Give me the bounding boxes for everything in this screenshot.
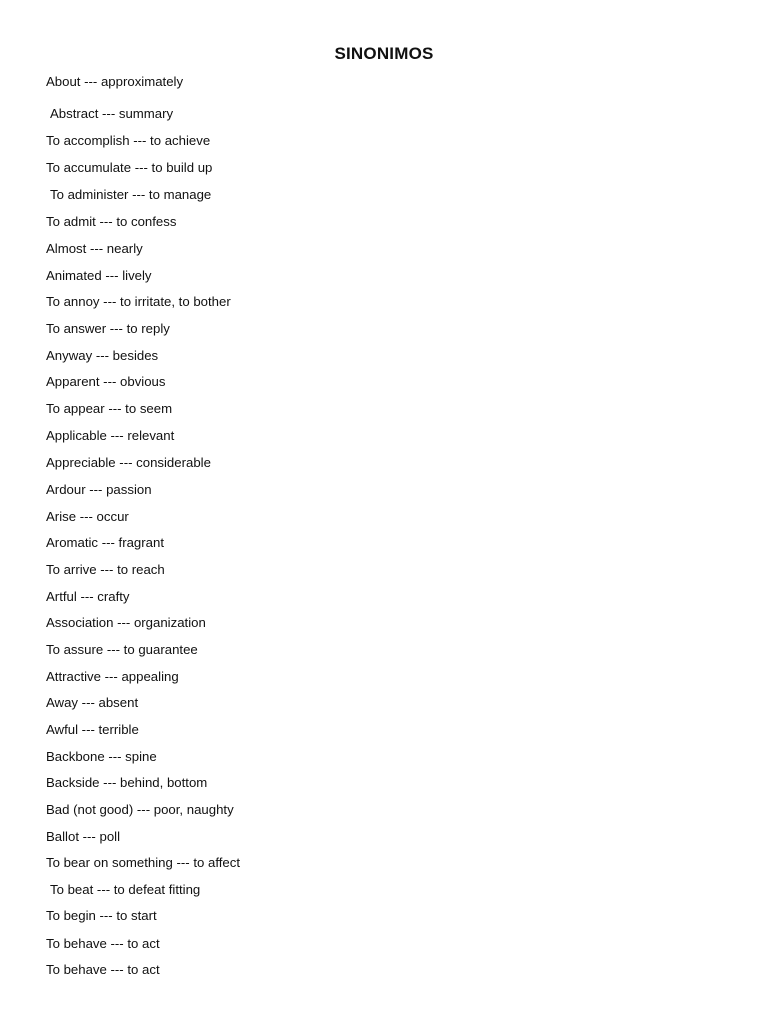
list-item: To accumulate --- to build up bbox=[46, 160, 213, 175]
list-item: Arise --- occur bbox=[46, 509, 129, 524]
page-title: SINONIMOS bbox=[334, 44, 434, 63]
list-item: Applicable --- relevant bbox=[46, 428, 175, 443]
list-item: To begin --- to start bbox=[46, 908, 157, 923]
list-item: Apparent --- obvious bbox=[46, 374, 166, 389]
list-item: Bad (not good) --- poor, naughty bbox=[46, 802, 234, 817]
list-item: Attractive --- appealing bbox=[46, 669, 179, 684]
list-item: To administer --- to manage bbox=[50, 187, 212, 202]
list-item: Away --- absent bbox=[46, 695, 139, 710]
list-item: Association --- organization bbox=[46, 615, 206, 630]
list-item: Almost --- nearly bbox=[46, 241, 143, 256]
list-item: Anyway --- besides bbox=[46, 348, 159, 363]
list-item: To beat --- to defeat fitting bbox=[50, 882, 201, 897]
list-item: To annoy --- to irritate, to bother bbox=[46, 294, 231, 309]
list-item: Abstract --- summary bbox=[50, 106, 174, 121]
list-item: Ardour --- passion bbox=[46, 482, 152, 497]
list-item: To behave --- to act bbox=[46, 936, 160, 951]
list-item: To admit --- to confess bbox=[46, 214, 177, 229]
list-item: To accomplish --- to achieve bbox=[46, 133, 211, 148]
list-item: Awful --- terrible bbox=[46, 722, 139, 737]
list-item: Ballot --- poll bbox=[46, 829, 121, 844]
list-item: Aromatic --- fragrant bbox=[46, 535, 164, 550]
list-item: To arrive --- to reach bbox=[46, 562, 165, 577]
list-item: To appear --- to seem bbox=[46, 401, 173, 416]
list-item: To answer --- to reply bbox=[46, 321, 170, 336]
list-item: To assure --- to guarantee bbox=[46, 642, 198, 657]
list-item: About --- approximately bbox=[46, 74, 184, 89]
list-item: To behave --- to act bbox=[46, 962, 160, 977]
list-item: Backbone --- spine bbox=[46, 749, 157, 764]
list-item: Artful --- crafty bbox=[46, 589, 130, 604]
list-item: To bear on something --- to affect bbox=[46, 855, 241, 870]
list-item: Animated --- lively bbox=[46, 268, 152, 283]
list-item: Backside --- behind, bottom bbox=[46, 775, 208, 790]
list-item: Appreciable --- considerable bbox=[46, 455, 211, 470]
